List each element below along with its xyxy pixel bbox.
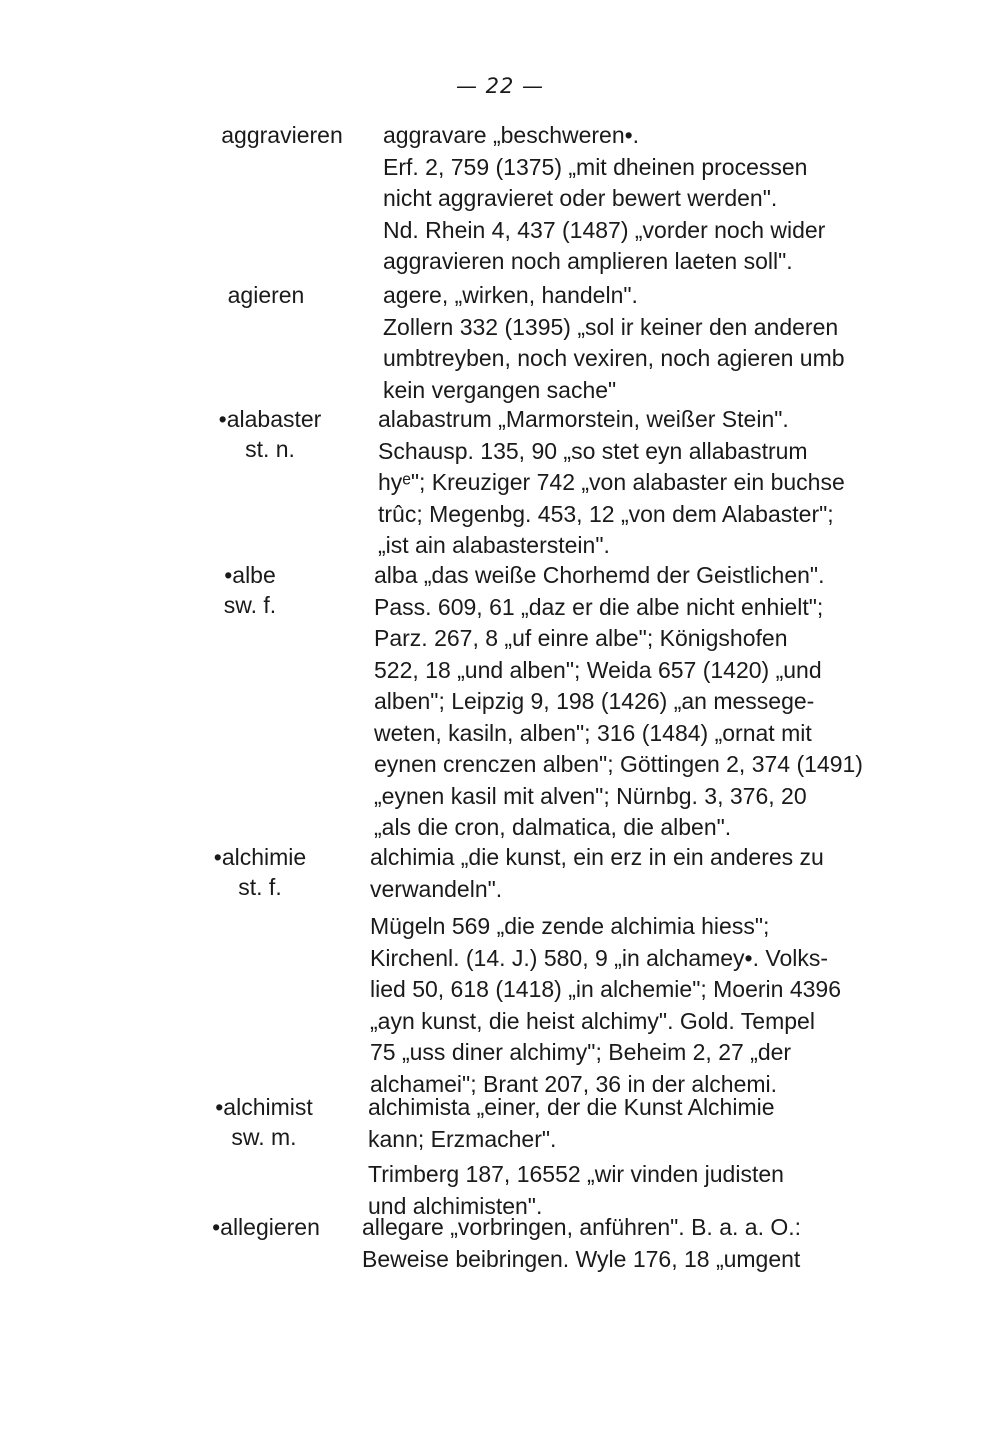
entry-headword [208, 120, 356, 150]
definition-line: alben"; Leipzig 9, 198 (1426) „an messege- [374, 688, 815, 714]
definition-line: „als die cron, dalmatica, die alben". [374, 814, 732, 840]
definition-line: eynen crenczen alben"; Göttingen 2, 374 (1491) [374, 751, 863, 777]
definition-line: weten, kasiln, alben"; 316 (1484) „ornat mit [374, 719, 812, 746]
definition-line: aggravieren noch amplieren laeten soll". [383, 248, 793, 274]
entry-headword [186, 842, 334, 902]
entry-definition [383, 280, 918, 406]
headword-line: sw. f. [223, 592, 277, 618]
entry-headword [192, 280, 340, 310]
definition-line: Erf. 2, 759 (1375) „mit dheinen processen [383, 153, 808, 180]
headword-line: agieren [227, 282, 305, 308]
entry-definition [370, 842, 905, 1100]
entry-headword [176, 560, 324, 620]
entry-definition [378, 404, 913, 562]
definition-line: Trimberg 187, 16552 „wir vinden judisten [368, 1161, 784, 1187]
page-number: — 22 — [455, 74, 545, 98]
definition-line: trûc; Megenbg. 453, 12 „von dem Alabaster"; [378, 500, 834, 527]
definition-line: Schausp. 135, 90 „so stet eyn allabastrum [378, 437, 808, 464]
definition-line: allegare „vorbringen, anführen". B. a. a. O.: [362, 1214, 802, 1240]
definition-line: „eynen kasil mit alven"; Nürnbg. 3, 376, 20 [374, 782, 807, 809]
entry-definition [362, 1212, 897, 1275]
headword-line: •albe [224, 562, 276, 588]
definition-line: alabastrum „Marmorstein, weißer Stein". [378, 406, 789, 432]
definition-line: „ist ain alabasterstein". [378, 532, 610, 558]
entry-headword [192, 1212, 340, 1242]
definition-line: agere, „wirken, handeln". [383, 282, 638, 308]
headword-line: •allegieren [212, 1214, 320, 1240]
definition-line: Kirchenl. (14. J.) 580, 9 „in alchamey•. Volks- [370, 944, 829, 971]
headword-line: st. n. [245, 436, 295, 462]
entry-headword [190, 1092, 338, 1152]
definition-line: alchamei"; Brant 207, 36 in der alchemi. [370, 1070, 778, 1097]
definition-line: alchimia „die kunst, ein erz in ein anderes zu [370, 844, 824, 870]
definition-line: aggravare „beschweren•. [383, 122, 640, 148]
definition-line: Pass. 609, 61 „daz er die albe nicht enhielt"; [374, 593, 824, 620]
headword-line: st. f. [238, 874, 282, 900]
definition-line: 75 „uss diner alchimy"; Beheim 2, 27 „der [370, 1039, 792, 1065]
definition-line: umbtreyben, noch vexiren, noch agieren umb [383, 345, 845, 371]
definition-line: 522, 18 „und alben"; Weida 657 (1420) „und [374, 656, 822, 683]
entry-definition [368, 1092, 903, 1222]
entry-definition [383, 120, 918, 278]
headword-line: sw. m. [231, 1124, 297, 1150]
definition-line: kann; Erzmacher". [368, 1125, 557, 1152]
entry-headword [196, 404, 344, 464]
definition-line: alba „das weiße Chorhemd der Geistlichen". [374, 562, 825, 588]
definition-line: Beweise beibringen. Wyle 176, 18 „umgent [362, 1245, 801, 1272]
definition-line: Mügeln 569 „die zende alchimia hiess"; [370, 913, 770, 939]
definition-line: hyᵉ"; Kreuziger 742 „von alabaster ein buchse [378, 469, 845, 495]
definition-line: und alchimisten". [368, 1192, 543, 1219]
definition-line: verwandeln". [370, 875, 503, 902]
headword-line: •alchimie [213, 844, 307, 870]
headword-line: aggravieren [221, 122, 343, 148]
entry-definition [374, 560, 909, 844]
definition-line: Zollern 332 (1395) „sol ir keiner den anderen [383, 313, 839, 340]
definition-line: „ayn kunst, die heist alchimy". Gold. Tempel [370, 1007, 815, 1034]
headword-line: •alchimist [215, 1094, 313, 1120]
definition-line: Parz. 267, 8 „uf einre albe"; Königshofen [374, 625, 788, 651]
definition-line: kein vergangen sache" [383, 376, 617, 403]
definition-line: lied 50, 618 (1418) „in alchemie"; Moerin 4396 [370, 976, 841, 1002]
definition-line: nicht aggravieret oder bewert werden". [383, 185, 778, 211]
definition-line: Nd. Rhein 4, 437 (1487) „vorder noch wider [383, 216, 826, 243]
definition-line: alchimista „einer, der die Kunst Alchimie [368, 1094, 775, 1120]
headword-line: •alabaster [218, 406, 322, 432]
